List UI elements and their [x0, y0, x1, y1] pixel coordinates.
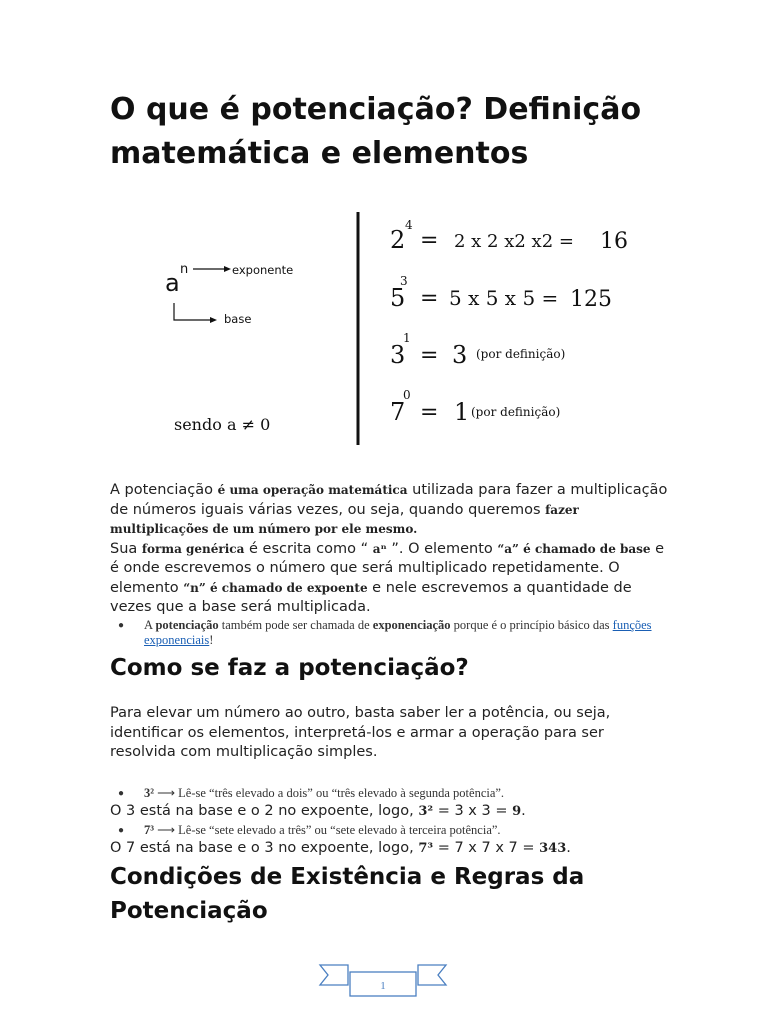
page-title: O que é potenciação? Definição matemática e elementos	[110, 92, 642, 171]
text-run: e nele escrevemos a quantidade de vezes que a base será multiplicada.	[110, 579, 632, 615]
text-run: ”. O elemento	[386, 540, 498, 557]
explanation-line	[110, 839, 690, 858]
figure-svg	[160, 205, 660, 450]
eq-exponent: 0	[403, 388, 411, 402]
text-run: = 3 x 3 =	[433, 803, 513, 819]
bold-run: 7³	[144, 823, 154, 837]
text-run: é escrita como “	[244, 540, 373, 557]
eq-equals: =	[420, 343, 439, 368]
base-label: base	[224, 312, 252, 326]
eq-base: 7	[390, 398, 406, 426]
text-run: .	[521, 803, 526, 819]
eq-exponent: 4	[405, 218, 413, 232]
eq-base: 5	[390, 284, 406, 312]
text-run: A potenciação	[110, 482, 218, 498]
text-run: ⟶ Lê-se “sete elevado a três” ou “sete elevado à terceira potência”.	[154, 823, 501, 837]
text-run: = 7 x 7 x 7 =	[433, 840, 540, 856]
section-heading-condicoes: Condições de Existência e Regras da Potenciação	[110, 864, 585, 924]
section-paragraph: Para elevar um número ao outro, basta saber ler a potência, ou seja, identificar os elementos, interpretá-los e armar a operação para ser resolvida com multiplicação simples.	[110, 705, 611, 760]
eq-equals: =	[420, 228, 439, 253]
text-run: utilizada para fazer a multiplicação de números iguais várias vezes, ou seja, quando queremos	[110, 482, 668, 518]
eq-result: 3	[452, 341, 468, 369]
text-run: .	[566, 840, 571, 856]
intro-paragraph	[110, 481, 670, 618]
page-number-badge	[318, 962, 448, 1000]
page-number: 1	[380, 980, 386, 992]
bold-run: forma genérica	[141, 541, 245, 556]
bold-run: exponenciação	[372, 618, 451, 632]
eq-base: 2	[390, 226, 406, 254]
ribbon-left-tail	[320, 965, 348, 985]
eq-equals: =	[420, 286, 439, 311]
bold-run: 9	[512, 804, 522, 819]
text-run: e é onde escrevemos o número que será multiplicado repetidamente. O elemento	[110, 540, 665, 596]
base-arrow-head	[210, 317, 217, 323]
bold-run: 3²	[418, 804, 434, 819]
bold-run: é uma operação matemática	[217, 483, 408, 497]
list-item	[110, 618, 680, 648]
ribbon-icon	[318, 962, 448, 1000]
list-item	[110, 786, 680, 801]
eq-exponent: 1	[403, 331, 411, 345]
bullet-dot: ●	[118, 620, 125, 631]
eq-base: 3	[390, 341, 406, 369]
bold-run: 7³	[418, 841, 434, 856]
eq-exponent: 3	[400, 274, 408, 288]
equation-row	[390, 331, 565, 369]
potenciacao-figure	[160, 205, 660, 450]
list-item	[110, 823, 680, 838]
base-arrow	[174, 303, 210, 320]
bold-run: fazer multiplicações de um número por ele mesmo.	[110, 502, 579, 536]
funcoes-exponenciais-link[interactable]: funções exponenciais	[144, 618, 652, 647]
eq-note: (por definição)	[471, 405, 561, 419]
list-item-text	[144, 786, 680, 801]
text-run: também pode ser chamada de	[218, 618, 373, 632]
explanation-line	[110, 802, 690, 821]
equation-row	[390, 218, 628, 254]
eq-result: 1	[454, 398, 470, 426]
eq-equals: =	[420, 400, 439, 425]
bold-run: potenciação	[155, 618, 219, 632]
ribbon-right-tail	[418, 965, 446, 985]
bold-run: 343	[539, 841, 567, 856]
bold-run: “n” é chamado de expoente	[183, 580, 368, 595]
text-run: O 3 está na base e o 2 no expoente, logo,	[110, 803, 419, 819]
list-item-text	[144, 618, 680, 648]
eq-result: 16	[600, 229, 628, 254]
list-item-text	[144, 823, 680, 838]
text-run: ⟶ Lê-se “três elevado a dois” ou “três elevado à segunda potência”.	[154, 786, 505, 800]
text-run: porque é o princípio básico das	[450, 618, 613, 632]
bold-run: 3²	[144, 786, 154, 800]
text-run: O 7 está na base e o 3 no expoente, logo,	[110, 840, 419, 856]
bold-run: aⁿ	[372, 541, 387, 556]
bullet-dot: ●	[118, 825, 125, 836]
exponent-label: exponente	[232, 263, 294, 277]
bold-run: “a” é chamado de base	[497, 541, 651, 556]
section-heading-como-se-faz: Como se faz a potenciação?	[110, 655, 469, 681]
exponent-arrow-head	[224, 266, 231, 272]
base-letter: a	[165, 269, 180, 297]
eq-note: (por definição)	[476, 347, 566, 361]
exponent-letter: n	[180, 262, 189, 277]
text-run: !	[209, 633, 214, 647]
equation-row	[390, 274, 612, 312]
text-run: Sua	[110, 540, 142, 557]
condition-text: sendo a ≠ 0	[174, 415, 271, 434]
bullet-dot: ●	[118, 788, 125, 799]
text-run: A	[144, 618, 156, 632]
eq-rhs: 5 x 5 x 5 =	[449, 286, 559, 310]
equation-row	[390, 388, 560, 426]
eq-result: 125	[570, 287, 612, 312]
eq-rhs: 2 x 2 x2 x2 =	[454, 231, 574, 252]
